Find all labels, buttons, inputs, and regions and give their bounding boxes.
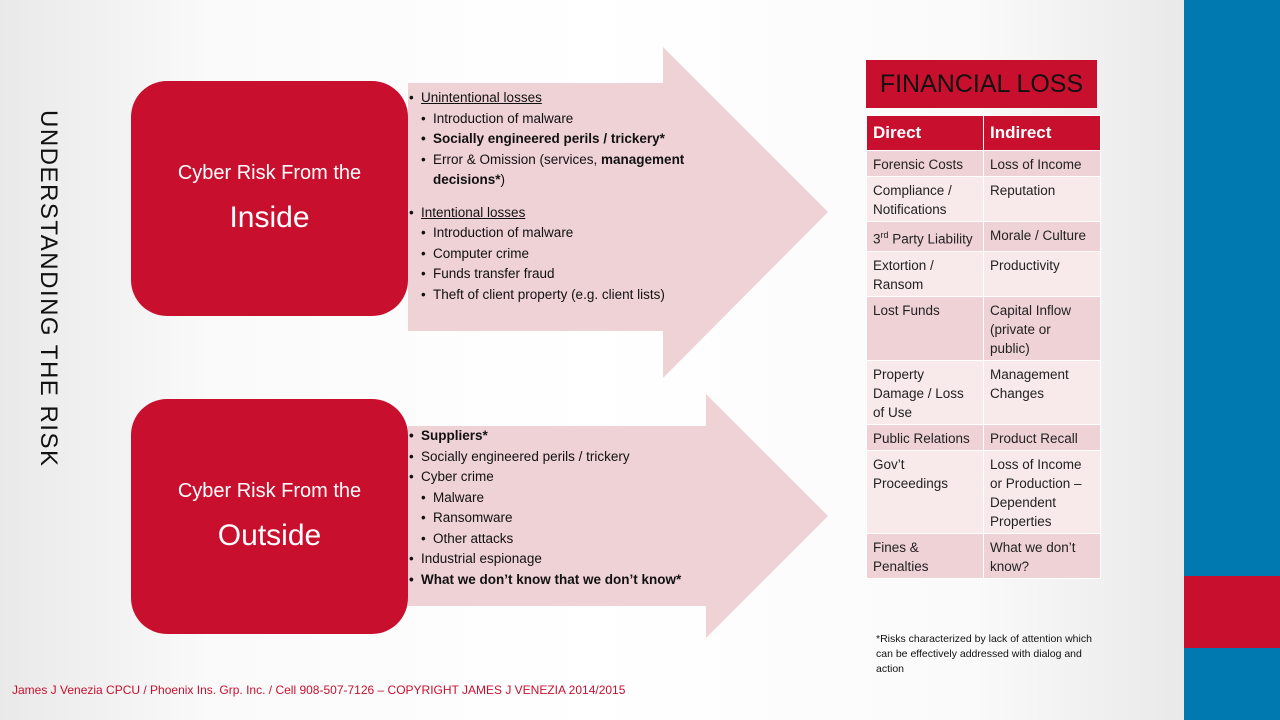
table-row	[867, 360, 1101, 424]
table-cell: What we don’t know?	[984, 533, 1101, 578]
list-item: • Socially engineered perils / trickery*	[419, 129, 727, 150]
slide-title-text: UNDERSTANDING THE RISK	[35, 110, 62, 468]
outside-box-label: Cyber Risk From the	[177, 479, 362, 502]
table-cell: Public Relations	[867, 424, 984, 450]
list-item: • Computer crime	[419, 244, 727, 265]
table-cell: Loss of Income or Production – Dependent Properties	[984, 450, 1101, 533]
financial-loss-table	[866, 115, 1101, 579]
list-item: • What we don’t know that we don’t know*	[407, 570, 727, 591]
list-item: • Industrial espionage	[407, 549, 727, 570]
table-cell: Capital Inflow (private or public)	[984, 296, 1101, 360]
table-cell: Forensic Costs	[867, 151, 984, 177]
column-header-direct: Direct	[867, 116, 984, 151]
table-cell: Extortion / Ransom	[867, 251, 984, 296]
table-row	[867, 450, 1101, 533]
table-cell: Productivity	[984, 251, 1101, 296]
slide-title	[30, 110, 70, 550]
inside-risk-list	[407, 88, 727, 305]
copyright-footer: James J Venezia CPCU / Phoenix Ins. Grp. Inc. / Cell 908-507-7126 – COPYRIGHT JAMES J VENEZIA 2014/2015	[12, 683, 626, 697]
table-cell: Property Damage / Loss of Use	[867, 360, 984, 424]
list-item: • Unintentional losses	[407, 88, 727, 109]
outside-box-title: Outside	[217, 518, 322, 552]
list-item: • Error & Omission (services, management decisions*)	[419, 150, 727, 191]
table-cell: Management Changes	[984, 360, 1101, 424]
list-item: • Introduction of malware	[419, 223, 727, 244]
footnote: *Risks characterized by lack of attention which can be effectively addressed with dialog and action	[876, 633, 1092, 675]
inside-box-label: Cyber Risk From the	[177, 161, 362, 184]
table-header-row	[867, 116, 1101, 151]
table-row	[867, 533, 1101, 578]
table-cell: Product Recall	[984, 424, 1101, 450]
table-row	[867, 251, 1101, 296]
financial-loss-title: FINANCIAL LOSS	[866, 60, 1097, 108]
outside-risk-list	[407, 426, 727, 590]
side-bar-red	[1184, 576, 1280, 648]
list-item: • Malware	[419, 488, 727, 509]
table-row	[867, 424, 1101, 450]
table-cell: Morale / Culture	[984, 222, 1101, 252]
table-row	[867, 177, 1101, 222]
table-cell: Loss of Income	[984, 151, 1101, 177]
list-item: • Socially engineered perils / trickery	[407, 447, 727, 468]
list-item: • Cyber crime	[407, 467, 727, 488]
list-item: • Other attacks	[419, 529, 727, 550]
table-cell: Gov’t Proceedings	[867, 450, 984, 533]
table-row	[867, 151, 1101, 177]
list-item: • Funds transfer fraud	[419, 264, 727, 285]
list-item: • Introduction of malware	[419, 109, 727, 130]
list-item: • Intentional losses	[407, 203, 727, 224]
inside-box	[131, 81, 408, 316]
table-cell: 3rd Party Liability	[867, 222, 984, 252]
list-item: • Theft of client property (e.g. client lists)	[419, 285, 727, 306]
outside-box	[131, 399, 408, 634]
table-cell: Fines & Penalties	[867, 533, 984, 578]
table-cell: Reputation	[984, 177, 1101, 222]
inside-box-title: Inside	[229, 200, 310, 234]
column-header-indirect: Indirect	[984, 116, 1101, 151]
table-cell: Lost Funds	[867, 296, 984, 360]
list-item: • Suppliers*	[407, 426, 727, 447]
table-row	[867, 296, 1101, 360]
table-cell: Compliance / Notifications	[867, 177, 984, 222]
table-row	[867, 222, 1101, 252]
list-item: • Ransomware	[419, 508, 727, 529]
